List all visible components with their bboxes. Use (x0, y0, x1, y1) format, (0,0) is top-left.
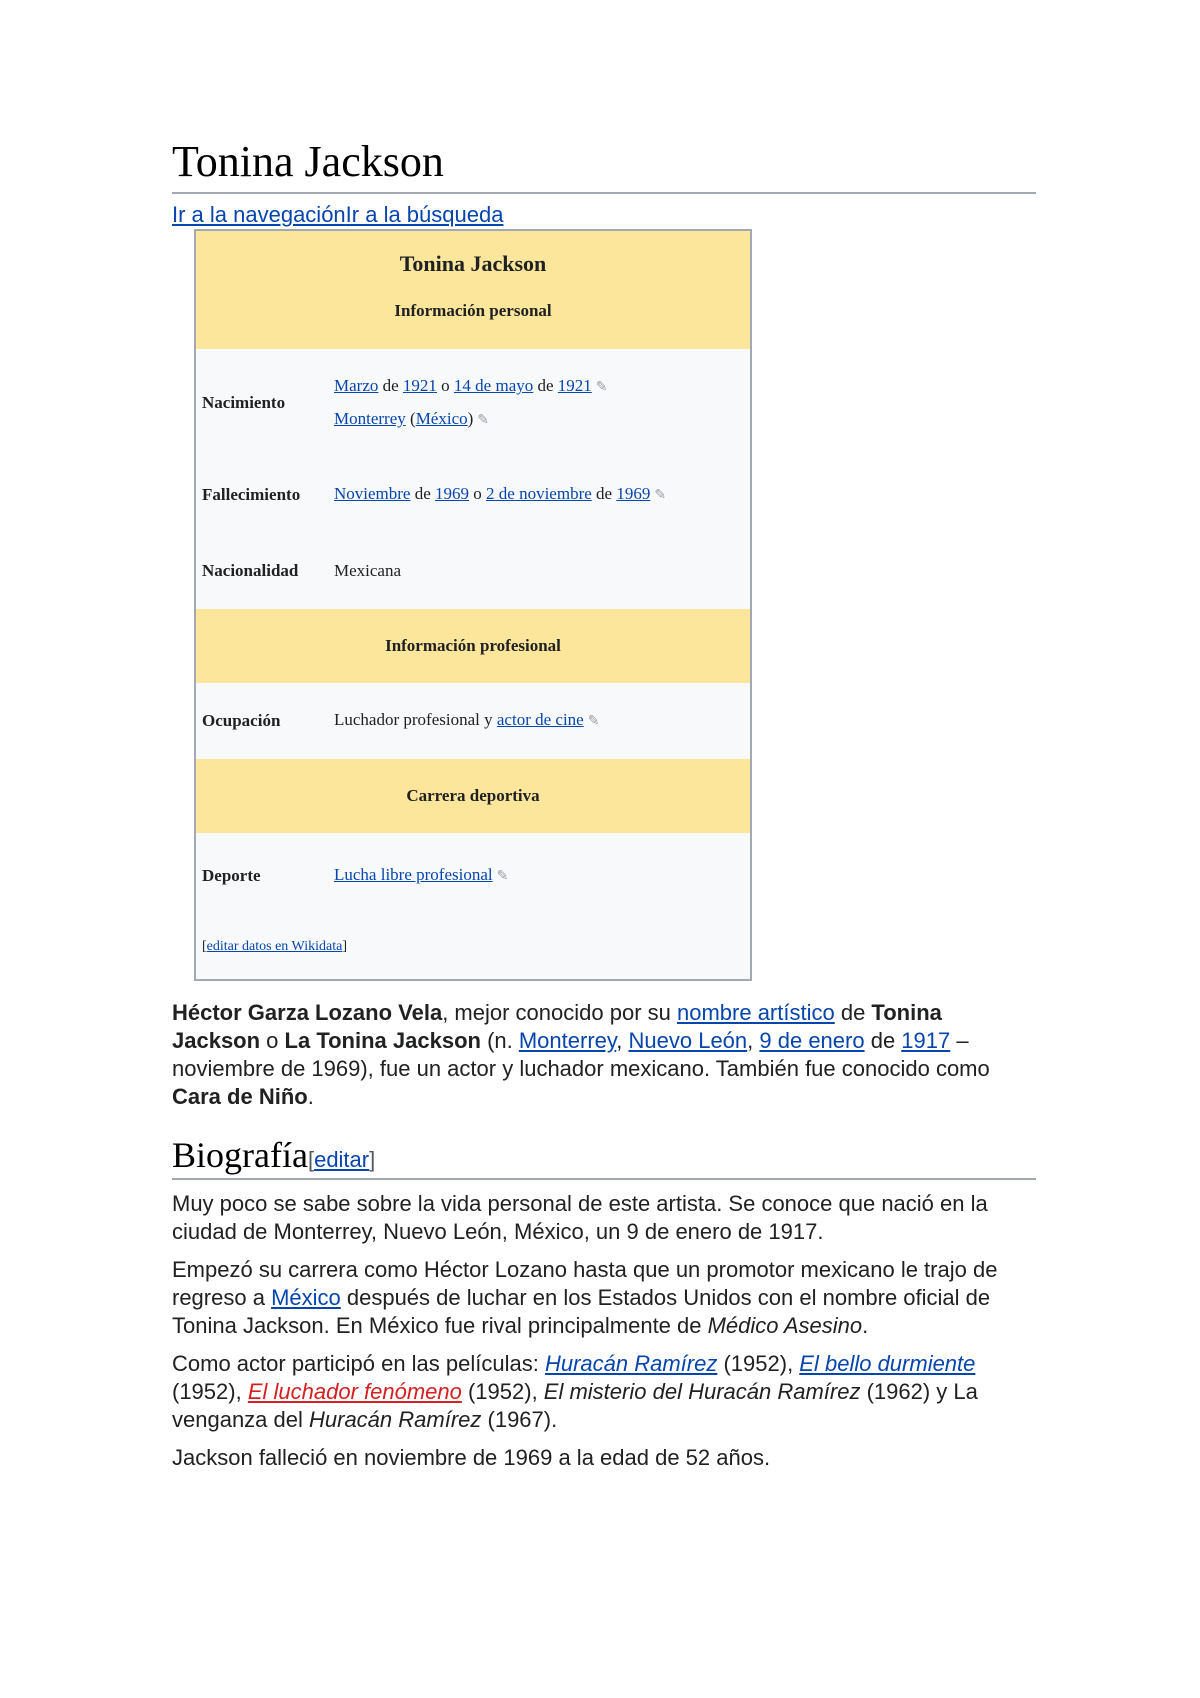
edit-pencil-icon[interactable]: ✎ (477, 412, 490, 428)
birth-value: Marzo de 1921 o 14 de mayo de 1921 ✎ Monterrey (México) ✎ (334, 375, 608, 428)
jump-to-search-link[interactable]: Ir a la búsqueda (345, 202, 504, 228)
infobox-row-birth (196, 349, 750, 457)
sport-label: Deporte (202, 865, 261, 885)
infobox-row-death (196, 457, 750, 533)
death-year2-link[interactable]: 1969 (616, 484, 651, 504)
jump-links (172, 202, 1036, 228)
biography-paragraph-1: Muy poco se sabe sobre la vida personal de este artista. Se conoce que nació en la ciudad de Monterrey, Nuevo León, México, un 9 de enero de 1917. (172, 1191, 988, 1245)
edit-pencil-icon[interactable]: ✎ (595, 379, 608, 395)
monterrey-link[interactable]: Monterrey (518, 1027, 617, 1053)
infobox-row-nationality (196, 533, 750, 609)
sport-link[interactable]: Lucha libre profesional (334, 865, 493, 885)
page-title: Tonina Jackson (172, 138, 1036, 194)
birth-country-link[interactable]: México (415, 408, 468, 428)
infobox-section-sport: Carrera deportiva (196, 759, 750, 833)
birth-year2-link[interactable]: 1921 (557, 375, 592, 395)
film-el-luchador-fenomeno-link[interactable]: El luchador fenómeno (247, 1379, 462, 1405)
film-actor-link[interactable]: actor de cine (496, 710, 584, 730)
nuevo-leon-link[interactable]: Nuevo León (628, 1027, 748, 1053)
birth-date-link[interactable]: 9 de enero (759, 1027, 865, 1053)
death-value: Noviembre de 1969 o 2 de noviembre de 1969 ✎ (334, 484, 667, 504)
death-label: Fallecimiento (202, 484, 301, 504)
jump-to-navigation-link[interactable]: Ir a la navegación (172, 202, 346, 228)
infobox-row-occupation (196, 683, 750, 759)
edit-section: [editar] (307, 1146, 376, 1172)
biography-paragraph-4: Jackson falleció en noviembre de 1969 a la edad de 52 años. (172, 1445, 771, 1471)
mexico-link[interactable]: México (271, 1285, 341, 1311)
infobox-footer: [editar datos en Wikidata] (202, 938, 347, 954)
nationality-value: Mexicana (334, 561, 402, 581)
biography-heading: Biografía[editar] (172, 1135, 1036, 1180)
birth-month-link[interactable]: Marzo (334, 375, 379, 395)
infobox (194, 229, 752, 981)
occupation-label: Ocupación (202, 710, 281, 730)
birth-label: Nacimiento (202, 392, 286, 412)
article-content (172, 138, 1036, 1472)
edit-wikidata-link[interactable]: editar datos en Wikidata (206, 938, 343, 954)
film-huracan-ramirez-link[interactable]: Huracán Ramírez (544, 1351, 718, 1377)
edit-pencil-icon[interactable]: ✎ (496, 869, 509, 885)
birth-year-link[interactable]: 1921 (402, 375, 437, 395)
infobox-row-sport (196, 833, 750, 919)
occupation-value: Luchador profesional y actor de cine ✎ (334, 710, 600, 730)
birth-day-link[interactable]: 14 de mayo (453, 375, 534, 395)
birth-city-link[interactable]: Monterrey (334, 408, 406, 428)
birth-year-lead-link[interactable]: 1917 (901, 1027, 951, 1053)
nationality-label: Nacionalidad (202, 560, 299, 580)
death-year-link[interactable]: 1969 (435, 484, 470, 504)
lead-paragraph: Héctor Garza Lozano Vela, mejor conocido por su nombre artístico de Tonina Jackson o La Tonina Jackson (n. Monterrey, Nuevo León, 9 de enero de 1917 – noviembre de 1969), fue un actor y luchador mexicano. También fue conocido como Cara de Niño. (172, 999, 990, 1109)
edit-section-link[interactable]: editar (314, 1146, 370, 1172)
infobox-title: Tonina Jackson (196, 231, 750, 283)
biography-paragraph-2: Empezó su carrera como Héctor Lozano hasta que un promotor mexicano le trajo de regreso a México después de luchar en los Estados Unidos con el nombre oficial de Tonina Jackson. En México fue rival principalmente de Médico Asesino. (172, 1257, 998, 1339)
film-el-bello-durmiente-link[interactable]: El bello durmiente (799, 1351, 976, 1377)
infobox-section-professional: Información profesional (196, 609, 750, 683)
edit-pencil-icon[interactable]: ✎ (587, 714, 600, 730)
death-month-link[interactable]: Noviembre (334, 484, 411, 504)
edit-pencil-icon[interactable]: ✎ (654, 488, 667, 504)
biography-paragraph-3: Como actor participó en las películas: Huracán Ramírez (1952), El bello durmiente (1952), El luchador fenómeno (1952), El misterio del Huracán Ramírez (1962) y La venganza del Huracán Ramírez (1967). (172, 1351, 978, 1433)
sport-value (334, 859, 750, 892)
stage-name-link[interactable]: nombre artístico (676, 999, 835, 1025)
death-day-link[interactable]: 2 de noviembre (486, 484, 592, 504)
infobox-section-personal: Información personal (196, 283, 750, 349)
